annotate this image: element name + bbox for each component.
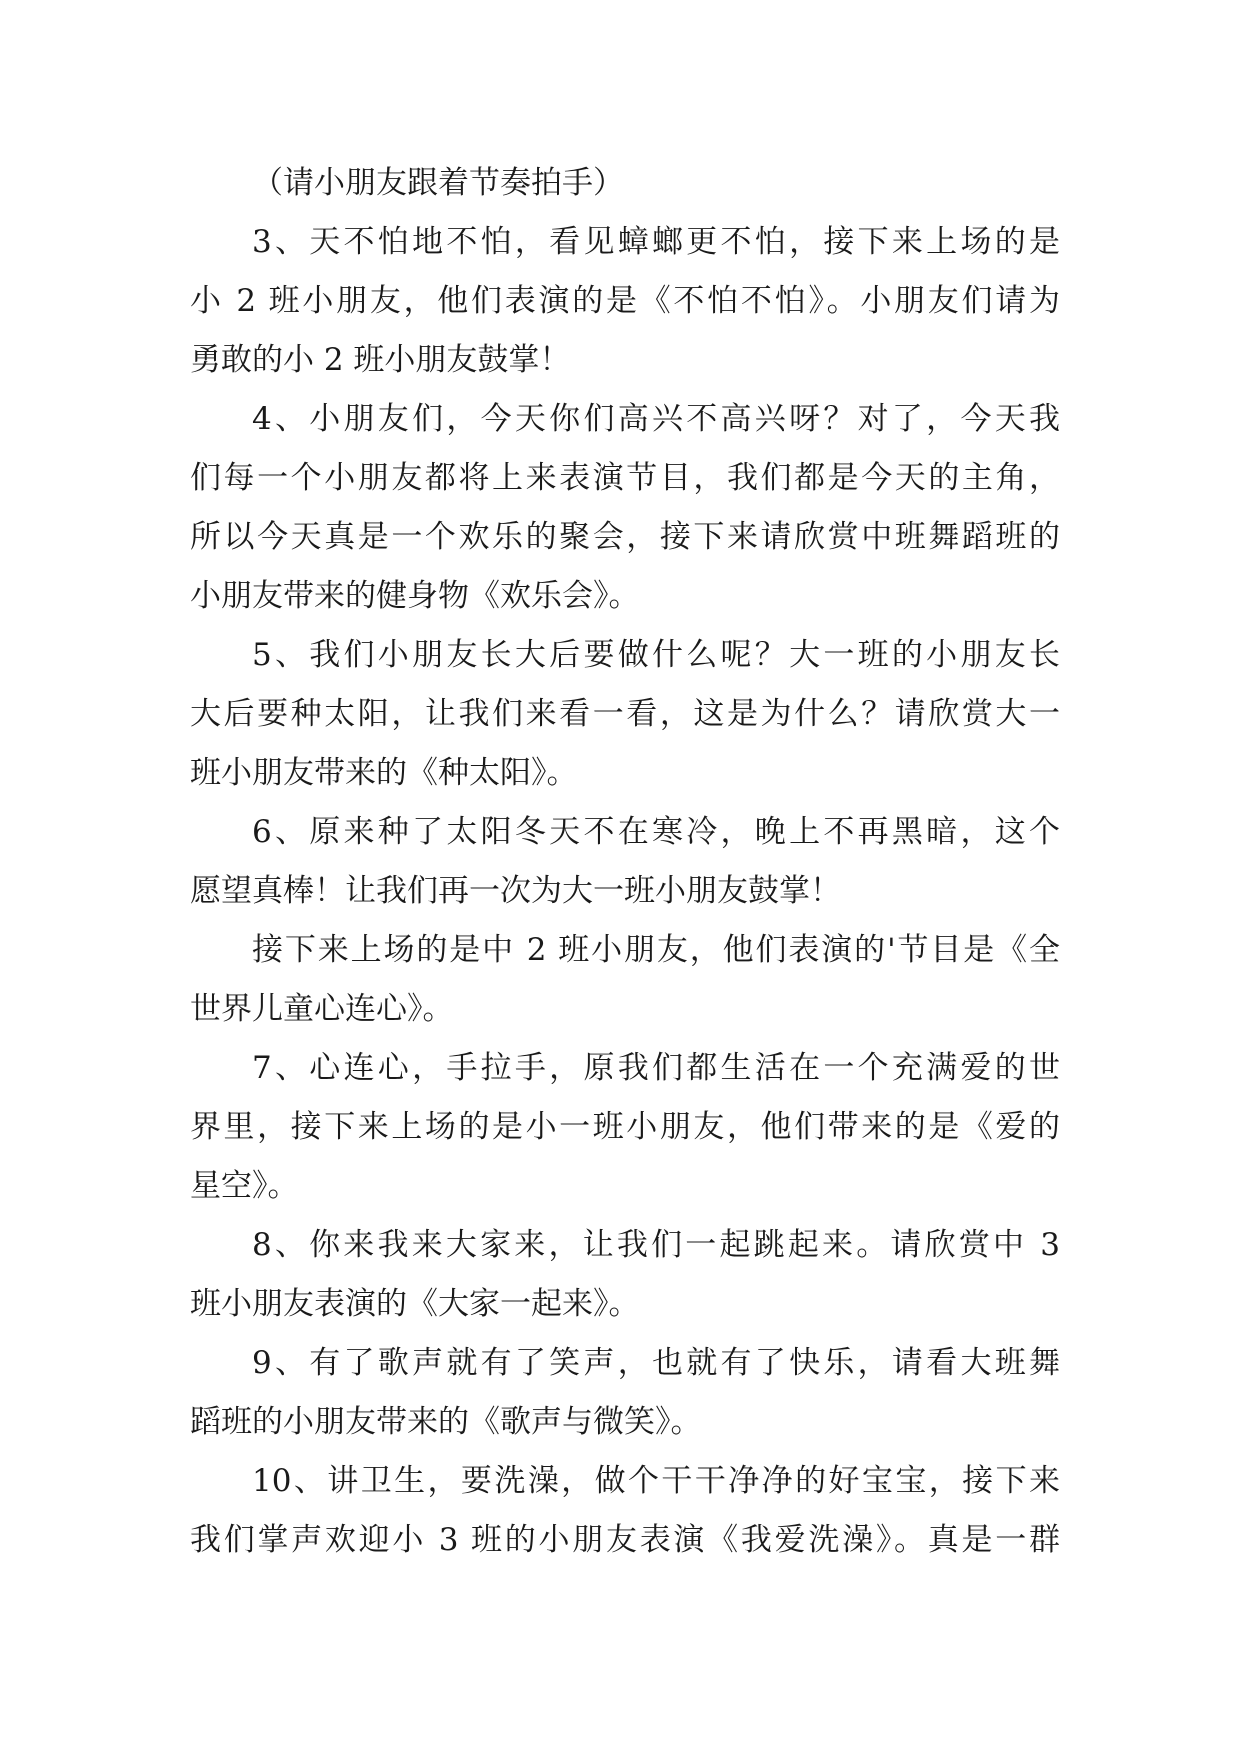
paragraph-item-5 bbox=[190, 626, 1060, 803]
text-line: 3、天不怕地不怕，看见蟑螂更不怕，接下来上场的是 bbox=[252, 224, 1060, 260]
text-line: 8、你来我来大家来，让我们一起跳起来。请欣赏中 3 bbox=[252, 1227, 1060, 1263]
paragraph-item-8 bbox=[190, 1216, 1060, 1334]
text-line: 所以今天真是一个欢乐的聚会，接下来请欣赏中班舞蹈班的 bbox=[190, 519, 1060, 555]
text-line: 星空》。 bbox=[190, 1168, 299, 1204]
paragraph-item-4 bbox=[190, 390, 1060, 626]
paragraph-item-6 bbox=[190, 803, 1060, 921]
text-line: 愿望真棒！让我们再一次为大一班小朋友鼓掌！ bbox=[190, 873, 841, 909]
document-body bbox=[190, 154, 1060, 1570]
text-line: 小 2 班小朋友，他们表演的是《不怕不怕》。小朋友们请为 bbox=[190, 283, 1060, 319]
text-line: 我们掌声欢迎小 3 班的小朋友表演《我爱洗澡》。真是一群 bbox=[190, 1522, 1060, 1558]
text-line: 班小朋友带来的《种太阳》。 bbox=[190, 755, 578, 791]
text-line: 班小朋友表演的《大家一起来》。 bbox=[190, 1286, 640, 1322]
text-line: 10、讲卫生，要洗澡，做个干干净净的好宝宝，接下来 bbox=[252, 1463, 1060, 1499]
text-line: 5、我们小朋友长大后要做什么呢？大一班的小朋友长 bbox=[252, 637, 1060, 673]
text-line: 接下来上场的是中 2 班小朋友，他们表演的'节目是《全 bbox=[252, 932, 1060, 968]
paragraph-item-7 bbox=[190, 1039, 1060, 1216]
text-line: 小朋友带来的健身物《欢乐会》。 bbox=[190, 578, 640, 614]
paragraph-clap-note bbox=[190, 154, 1060, 213]
text-line: 4、小朋友们，今天你们高兴不高兴呀？对了，今天我 bbox=[252, 401, 1060, 437]
text-line: 世界儿童心连心》。 bbox=[190, 991, 454, 1027]
paragraph-next-performance bbox=[190, 921, 1060, 1039]
text-line: 6、原来种了太阳冬天不在寒冷，晚上不再黑暗，这个 bbox=[252, 814, 1060, 850]
text-line: 7、心连心，手拉手，原我们都生活在一个充满爱的世 bbox=[252, 1050, 1060, 1086]
text-line: 勇敢的小 2 班小朋友鼓掌！ bbox=[190, 342, 571, 378]
paragraph-item-9 bbox=[190, 1334, 1060, 1452]
text-line: （请小朋友跟着节奏拍手） bbox=[252, 165, 624, 201]
text-line: 们每一个小朋友都将上来表演节目，我们都是今天的主角， bbox=[190, 460, 1060, 496]
text-line: 大后要种太阳，让我们来看一看，这是为什么？请欣赏大一 bbox=[190, 696, 1060, 732]
text-line: 蹈班的小朋友带来的《歌声与微笑》。 bbox=[190, 1404, 702, 1440]
text-line: 界里，接下来上场的是小一班小朋友，他们带来的是《爱的 bbox=[190, 1109, 1060, 1145]
text-line: 9、有了歌声就有了笑声，也就有了快乐，请看大班舞 bbox=[252, 1345, 1060, 1381]
paragraph-item-10 bbox=[190, 1452, 1060, 1570]
paragraph-item-3 bbox=[190, 213, 1060, 390]
